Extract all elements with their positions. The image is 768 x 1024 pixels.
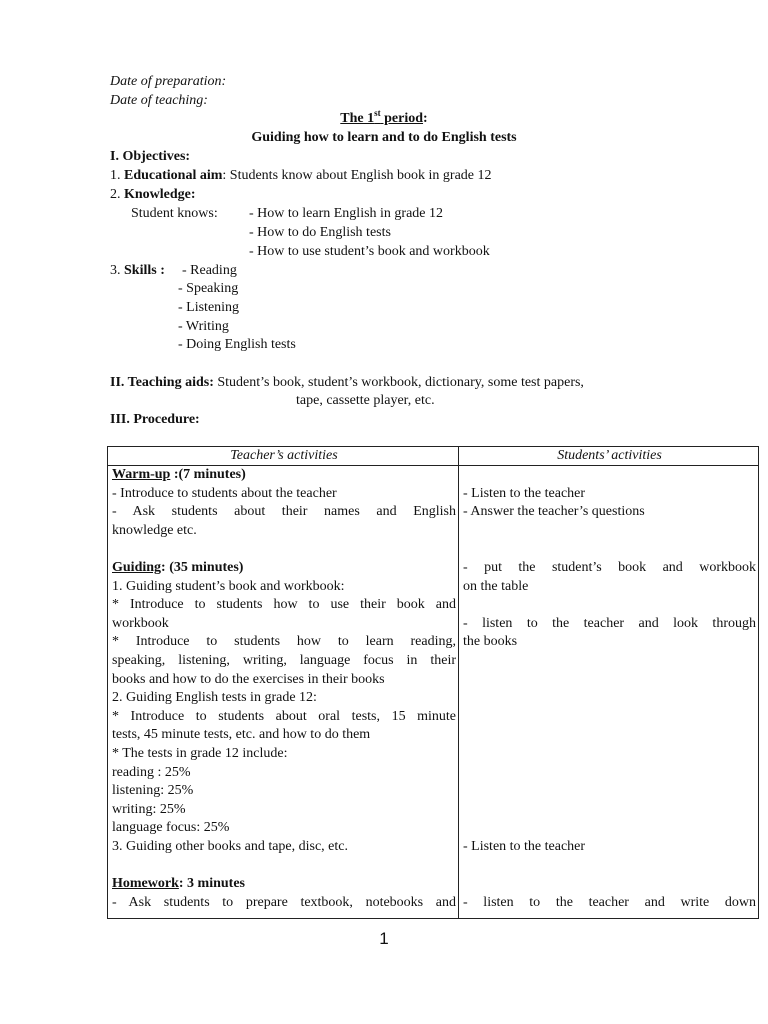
- edu-text: : Students know about English book in grade 12: [222, 168, 492, 183]
- skills-label: Skills :: [124, 263, 165, 278]
- teacher-line: speaking, listening, writing, language focus in their: [112, 652, 456, 668]
- student-line: the books: [463, 634, 518, 650]
- table-body-row: [108, 466, 759, 919]
- teacher-line: * Introduce to students how to use their book and: [112, 597, 456, 613]
- procedure-heading: III. Procedure:: [110, 412, 200, 427]
- student-line: - listen to the teacher and look through: [463, 615, 756, 631]
- table-header-row: [108, 447, 759, 466]
- edu-label: Educational aim: [124, 168, 223, 183]
- students-activities-header: Students’ activities: [459, 447, 759, 466]
- student-line: - Listen to the teacher: [463, 838, 586, 854]
- spacer: [463, 708, 756, 727]
- spacer: [463, 764, 756, 783]
- date-of-teaching: Date of teaching:: [110, 93, 208, 108]
- spacer: [463, 856, 756, 875]
- skills-item: - Reading: [182, 263, 237, 278]
- guiding-label: Guiding: [112, 559, 162, 575]
- spacer: [463, 801, 756, 820]
- teacher-activities-header: Teacher’s activities: [108, 447, 459, 466]
- spacer: [463, 726, 756, 745]
- homework-heading: [112, 875, 456, 894]
- aids-line2: tape, cassette player, etc.: [296, 393, 435, 408]
- skills-item: - Writing: [178, 319, 229, 334]
- objectives-heading: I. Objectives:: [110, 149, 191, 164]
- spacer: [463, 745, 756, 764]
- spacer: [463, 875, 756, 894]
- period-title: [0, 110, 768, 128]
- teacher-line: - Ask students to prepare textbook, notebooks and: [112, 894, 456, 910]
- knows-item: - How to use student’s book and workbook: [249, 244, 490, 259]
- homework-time: : 3 minutes: [178, 876, 246, 892]
- spacer: [463, 782, 756, 801]
- teacher-line: tests, 45 minute tests, etc. and how to do them: [112, 727, 371, 743]
- lesson-subtitle: Guiding how to learn and to do English tests: [251, 130, 517, 145]
- date-of-preparation: Date of preparation:: [110, 74, 227, 89]
- spacer: [463, 819, 756, 838]
- aids-line1: Student’s book, student’s workbook, dictionary, some test papers,: [213, 375, 584, 390]
- spacer: [463, 652, 756, 671]
- student-line: - listen to the teacher and write down: [463, 894, 756, 910]
- warmup-heading: [112, 466, 456, 485]
- knowledge-num: 2.: [110, 187, 124, 202]
- guiding-time: : (35 minutes): [161, 559, 244, 575]
- spacer: [112, 540, 456, 559]
- spacer: [463, 540, 756, 559]
- warmup-label: Warm-up: [112, 467, 171, 482]
- knowledge-line: [110, 186, 196, 204]
- knows-item: - How to do English tests: [249, 225, 391, 240]
- student-line: - Answer the teacher’s questions: [463, 504, 645, 520]
- edu-num: 1.: [110, 168, 124, 183]
- teacher-line: language focus: 25%: [112, 820, 230, 836]
- homework-label: Homework: [112, 876, 179, 892]
- student-line: on the table: [463, 578, 529, 594]
- teacher-line: - Introduce to students about the teacher: [112, 485, 337, 501]
- guiding-heading: [112, 559, 456, 578]
- aids-label: II. Teaching aids:: [110, 375, 214, 390]
- teacher-line: - Ask students about their names and English: [112, 504, 456, 520]
- teacher-line: * Introduce to students about oral tests, 15 minute: [112, 708, 456, 724]
- teacher-line: listening: 25%: [112, 783, 194, 799]
- skills-item: - Speaking: [178, 281, 239, 296]
- teacher-activities-cell: [108, 466, 459, 919]
- period-title-sup: st: [374, 108, 381, 118]
- procedure-table: [107, 446, 759, 919]
- spacer: [463, 466, 756, 485]
- skills-num: 3.: [110, 263, 124, 278]
- educational-aim-line: [110, 167, 492, 185]
- skills-item: - Doing English tests: [178, 337, 296, 352]
- knows-item: - How to learn English in grade 12: [249, 206, 444, 221]
- period-title-pre: The 1: [340, 111, 375, 126]
- teacher-line: 1. Guiding student’s book and workbook:: [112, 578, 345, 594]
- spacer: [463, 596, 756, 615]
- skills-line: [110, 262, 165, 280]
- warmup-time: :(7 minutes): [170, 467, 246, 482]
- teacher-line: reading : 25%: [112, 764, 191, 780]
- teacher-line: 3. Guiding other books and tape, disc, etc.: [112, 838, 349, 854]
- teacher-line: * Introduce to students how to learn reading,: [112, 634, 456, 650]
- teacher-line: 2. Guiding English tests in grade 12:: [112, 690, 317, 706]
- student-knows-label: Student knows:: [131, 206, 218, 221]
- teacher-line: writing: 25%: [112, 801, 186, 817]
- students-activities-cell: [459, 466, 759, 919]
- spacer: [463, 522, 756, 541]
- knowledge-label: Knowledge:: [124, 187, 196, 202]
- spacer: [463, 671, 756, 690]
- teacher-line: books and how to do the exercises in their books: [112, 671, 385, 687]
- teacher-line: workbook: [112, 615, 169, 631]
- page-number: 1: [379, 929, 389, 948]
- teacher-line: knowledge etc.: [112, 522, 197, 538]
- student-line: - Listen to the teacher: [463, 485, 586, 501]
- period-title-colon: :: [423, 111, 428, 126]
- student-line: - put the student’s book and workbook: [463, 559, 756, 575]
- teaching-aids-line: [110, 374, 584, 392]
- spacer: [112, 856, 456, 875]
- skills-item: - Listening: [178, 300, 240, 315]
- teacher-line: * The tests in grade 12 include:: [112, 745, 288, 761]
- spacer: [463, 689, 756, 708]
- period-title-post: period: [380, 111, 424, 126]
